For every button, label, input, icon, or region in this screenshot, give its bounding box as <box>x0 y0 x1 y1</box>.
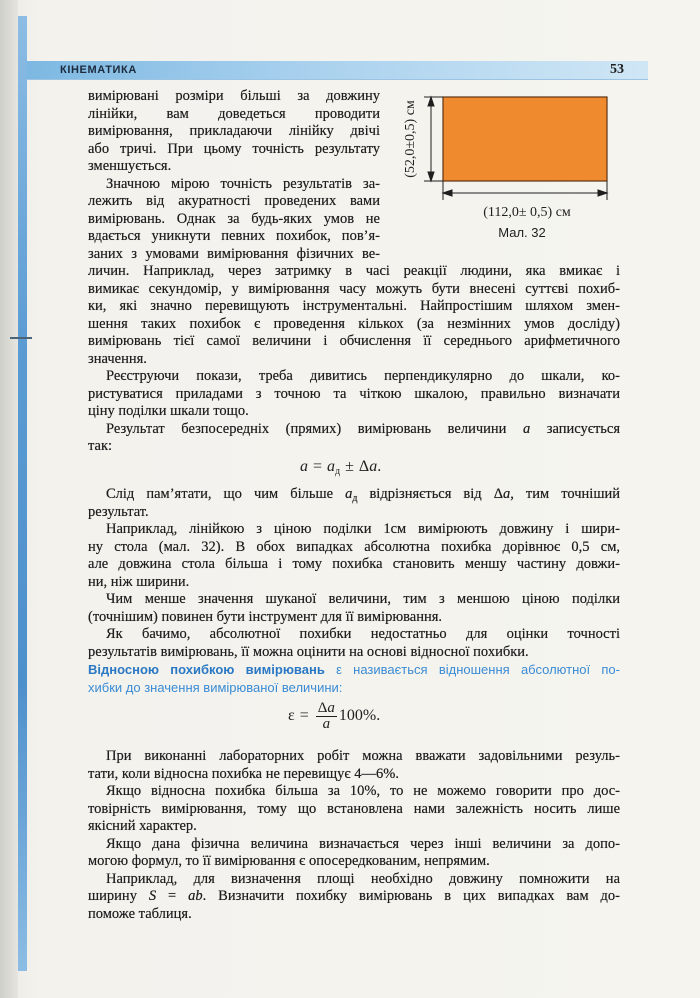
text-line: лінійки, вам доведеться проводити <box>88 105 380 122</box>
fraction-denominator: a <box>322 715 331 732</box>
text-line <box>88 486 620 504</box>
text-line: так: <box>88 438 113 454</box>
definition-relative-error <box>88 661 620 696</box>
text-run: ширину <box>88 888 149 904</box>
paragraph <box>88 591 620 626</box>
text-column-beside-figure <box>88 88 380 263</box>
text-line: лежить від акуратності проведених вами <box>88 193 380 209</box>
text-line: заних з умовами вимірювання фізичних ве- <box>88 245 380 262</box>
text-line: вимірювань. Однак за будь-яких умов не <box>88 210 380 227</box>
text-line: Реєструючи покази, треба дивитись перпендикулярно до шкали, ко- <box>106 368 620 384</box>
text-line: Наприклад, для визначення площі необхідно довжину помножити на <box>106 870 620 887</box>
subscript-d: д <box>352 493 358 504</box>
text-line: результатів вимірювань, її можна оцінити на основі відносної похибки. <box>88 643 529 660</box>
definition-line: хибки до значення вимірюваної величини: <box>88 679 343 695</box>
text-line: тати, коли відносна похибка не перевищує 4—6%. <box>88 765 399 782</box>
formula-subscript: д <box>335 466 341 477</box>
definition-term: Відносною похибкою вимірювань <box>88 662 325 677</box>
text-line <box>88 421 620 439</box>
formula-relative-error <box>288 700 380 732</box>
plus-minus-sign: ± <box>345 458 354 475</box>
text-line <box>88 888 620 906</box>
variable-ab: ab <box>188 888 203 904</box>
text-line: якісний характер. <box>88 818 197 834</box>
delta-symbol: Δ <box>317 699 328 716</box>
arrowhead-up-icon <box>428 97 434 106</box>
text-line: значення. <box>88 350 147 367</box>
paragraph-continuation <box>88 263 620 368</box>
text-run: Результат безпосередніх (прямих) вимірювань величини <box>106 420 523 437</box>
paragraph <box>88 626 620 661</box>
height-label: (52,0±0,5) см <box>403 100 418 178</box>
formula-absolute-result <box>300 457 381 477</box>
text-line: ки, які значно перевищують інструментальні. Найпростішим шляхом змен- <box>88 298 620 314</box>
text-line: поможе таблиця. <box>88 905 192 922</box>
text-line: зменшується. <box>88 158 172 174</box>
paragraph <box>88 521 620 591</box>
equals-sign: = <box>156 888 189 904</box>
text-line: вимірювані розміри більші за довжину <box>88 88 380 104</box>
paragraph <box>88 421 620 456</box>
text-run: Слід пам’ятати, що чим більше <box>106 486 346 502</box>
definition-line <box>88 661 620 679</box>
numerator-variable: a <box>327 699 335 716</box>
text-block <box>88 486 620 696</box>
text-line: ни, ніж ширини. <box>88 573 190 590</box>
text-line: вимикає секундомір, у вимірювання часу можуть бути внесені суттєві похиб- <box>88 280 620 297</box>
paragraph <box>88 783 620 836</box>
paragraph <box>88 748 620 783</box>
text-line: личин. Наприклад, через затримку в часі реакції людини, яка вмикає і <box>88 263 620 279</box>
measured-table-rectangle <box>443 97 607 181</box>
page-edge-tick <box>10 337 32 339</box>
variable-a: a <box>345 486 353 502</box>
text-line: Чим менше значення шуканої величини, тим з меншою ціною поділки <box>106 591 620 607</box>
text-line: вимірювання, прикладаючи лінійку двічі <box>88 123 380 139</box>
formula-base: a <box>327 458 336 475</box>
text-line: Якщо відносна похибка більша за 10%, то не можемо говорити про дос- <box>106 783 620 799</box>
arrowhead-down-icon <box>428 172 434 181</box>
paragraph <box>88 88 380 176</box>
paragraph <box>88 176 380 264</box>
equals-sign: = <box>299 707 309 724</box>
height-dimension-arrow <box>424 97 443 181</box>
running-header-rule <box>26 79 648 80</box>
page-number: 53 <box>610 62 624 77</box>
paragraph <box>88 836 620 871</box>
definition-text: ε називається відношення абсолютної по- <box>324 662 620 677</box>
text-line: ціну поділки шкали тощо. <box>88 403 249 419</box>
text-run: , тим точніший <box>510 486 621 502</box>
text-line: При виконанні лабораторних робіт можна вважати задовільними резуль- <box>106 748 620 764</box>
text-block <box>88 748 620 923</box>
text-line: результат. <box>88 503 149 520</box>
delta-symbol: Δ <box>358 458 370 475</box>
text-line: (точнішим) повинен бути інструмент для її вимірювання. <box>88 608 443 625</box>
text-line: але довжина стола більша і тому похибка становить меншу частину довжи- <box>88 556 620 572</box>
page-edge-shadow <box>0 0 18 998</box>
variable-a: a <box>503 486 511 502</box>
text-line: шення таких похибок є проведення кількох (за незмінних умов досліду) <box>88 315 620 332</box>
formula-lhs: ε <box>288 707 295 724</box>
formula-percent: 100%. <box>338 707 381 724</box>
figure-caption: Мал. 32 <box>498 225 546 240</box>
variable-s: S <box>148 888 157 904</box>
text-line: Значною мірою точність результатів за- <box>106 175 380 192</box>
text-line: або тричі. При цьому точність результату <box>88 140 380 157</box>
formula-lhs: a <box>300 458 308 475</box>
text-line: Якщо дана фізична величина визначається через інші величини за допо- <box>106 835 620 852</box>
text-line: вдається уникнути певних похибок, пов’я- <box>88 228 380 244</box>
text-line: ну стола (мал. 32). В обох випадках абсолютна похибка дорівнює 0,5 см, <box>88 538 620 555</box>
arrowhead-left-icon <box>443 190 452 196</box>
text-line: Наприклад, лінійкою з ціною поділки 1см вимірюють довжину і шири- <box>106 521 620 537</box>
paragraph <box>88 486 620 521</box>
width-dimension-arrow <box>443 181 607 200</box>
variable-a: a <box>522 420 531 437</box>
text-line: могою формул, то її вимірювання є опосередкованим, непрямим. <box>88 853 490 869</box>
text-line: Як бачимо, абсолютної похибки недостатньо для оцінки точності <box>106 626 620 642</box>
fraction-numerator <box>316 701 337 717</box>
text-run: відрізняється від <box>357 486 494 502</box>
text-run: записується <box>530 420 621 437</box>
equals-sign: = <box>313 458 323 475</box>
formula-variable: a <box>369 458 378 475</box>
fraction <box>316 701 337 732</box>
text-line: ристуватися приладами з точною та чіткою шкалою, правильно визначати <box>88 385 620 402</box>
paragraph <box>88 368 620 421</box>
text-block <box>88 263 620 456</box>
arrowhead-right-icon <box>598 190 607 196</box>
text-line: товірність вимірювання, тому що встановлена нами залежність носить лише <box>88 800 620 817</box>
width-label: (112,0± 0,5) см <box>483 205 571 220</box>
page-edge-color-bar <box>18 16 27 971</box>
text-run: . Визначити похибку вимірювань в цих випадках вам до- <box>202 888 620 904</box>
text-line: вимірювань тієї самої величини і обчислення її середнього арифметичного <box>88 333 620 349</box>
section-title: КІНЕМАТИКА <box>60 64 137 76</box>
delta-symbol: Δ <box>493 486 504 502</box>
formula-period: . <box>377 458 382 475</box>
figure-32 <box>395 85 625 245</box>
paragraph <box>88 871 620 924</box>
